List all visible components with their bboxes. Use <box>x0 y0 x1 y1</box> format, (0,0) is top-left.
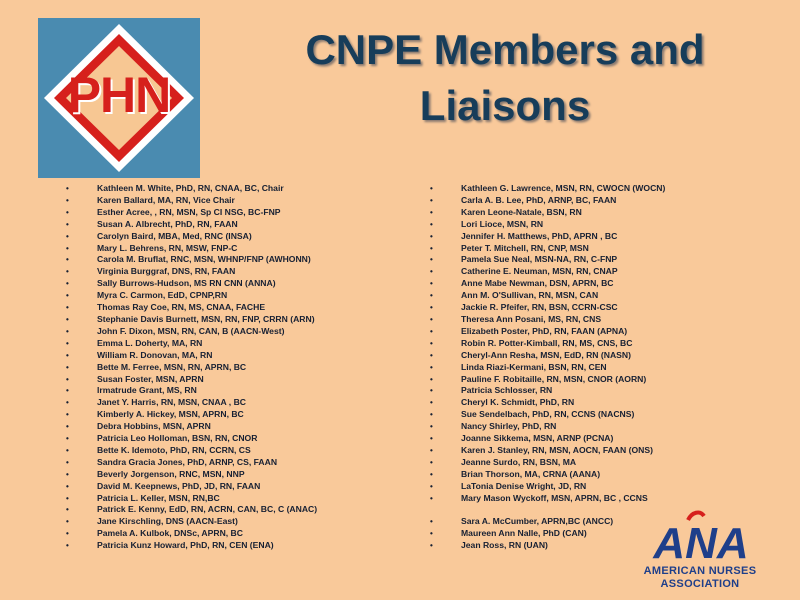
member-item: • Patrick E. Kenny, EdD, RN, ACRN, CAN, BC, C (ANAC) <box>66 504 366 516</box>
member-item: • Janet Y. Harris, RN, MSN, CNAA , BC <box>66 397 366 409</box>
member-item: • Emma L. Doherty, MA, RN <box>66 338 366 350</box>
member-item: • Patricia Kunz Howard, PhD, RN, CEN (ENA) <box>66 540 366 552</box>
member-item: • Robin R. Potter-Kimball, RN, MS, CNS, BC <box>430 338 720 350</box>
member-item: • John F. Dixon, MSN, RN, CAN, B (AACN-West) <box>66 326 366 338</box>
member-item: • Kathleen G. Lawrence, MSN, RN, CWOCN (WOCN) <box>430 183 720 195</box>
member-item: • Debra Hobbins, MSN, APRN <box>66 421 366 433</box>
member-item: • Virginia Burggraf, DNS, RN, FAAN <box>66 266 366 278</box>
member-item: • Mary L. Behrens, RN, MSW, FNP-C <box>66 243 366 255</box>
member-item: • Elizabeth Poster, PhD, RN, FAAN (APNA) <box>430 326 720 338</box>
member-item: • Susan Foster, MSN, APRN <box>66 374 366 386</box>
member-item: • Karen J. Stanley, RN, MSN, AOCN, FAAN (ONS) <box>430 445 720 457</box>
member-item: • Pamela A. Kulbok, DNSc, APRN, BC <box>66 528 366 540</box>
ana-logo <box>612 506 788 596</box>
ana-line-2: ASSOCIATION <box>660 578 740 590</box>
member-item: • Susan A. Albrecht, PhD, RN, FAAN <box>66 219 366 231</box>
member-item: • Karen Leone-Natale, BSN, RN <box>430 207 720 219</box>
member-item: • Peter T. Mitchell, RN, CNP, MSN <box>430 243 720 255</box>
member-item: • Cheryl-Ann Resha, MSN, EdD, RN (NASN) <box>430 350 720 362</box>
logo-text: PHN <box>67 67 171 123</box>
member-item: • Carolyn Baird, MBA, Med, RNC (INSA) <box>66 231 366 243</box>
member-item: • Maureen Ann Nalle, PhD (CAN) <box>430 528 720 540</box>
member-item: • Patricia Leo Holloman, BSN, RN, CNOR <box>66 433 366 445</box>
member-item: • Jane Kirschling, DNS (AACN-East) <box>66 516 366 528</box>
member-item: • Jean Ross, RN (UAN) <box>430 540 720 552</box>
member-item: • Sandra Gracia Jones, PhD, ARNP, CS, FAAN <box>66 457 366 469</box>
member-item: • Carla A. B. Lee, PhD, ARNP, BC, FAAN <box>430 195 720 207</box>
member-item: • Pauline F. Robitaille, RN, MSN, CNOR (AORN) <box>430 374 720 386</box>
member-item: • Beverly Jorgenson, RNC, MSN, NNP <box>66 469 366 481</box>
member-item: • Patricia Schlosser, RN <box>430 385 720 397</box>
member-item: • Sue Sendelbach, PhD, RN, CCNS (NACNS) <box>430 409 720 421</box>
members-list-right <box>430 183 720 552</box>
member-item: • Patricia L. Keller, MSN, RN,BC <box>66 493 366 505</box>
member-item: • Jeanne Surdo, RN, BSN, MA <box>430 457 720 469</box>
member-item: • Brian Thorson, MA, CRNA (AANA) <box>430 469 720 481</box>
ana-line-1: AMERICAN NURSES <box>643 565 757 577</box>
member-item: • Lori Lioce, MSN, RN <box>430 219 720 231</box>
member-item: • Theresa Ann Posani, MS, RN, CNS <box>430 314 720 326</box>
member-item: • Kimberly A. Hickey, MSN, APRN, BC <box>66 409 366 421</box>
member-item: • Joanne Sikkema, MSN, ARNP (PCNA) <box>430 433 720 445</box>
member-item: • Nancy Shirley, PhD, RN <box>430 421 720 433</box>
member-item: • Ann M. O'Sullivan, RN, MSN, CAN <box>430 290 720 302</box>
member-item: • Catherine E. Neuman, MSN, RN, CNAP <box>430 266 720 278</box>
member-item: • Carola M. Bruflat, RNC, MSN, WHNP/FNP (AWHONN) <box>66 254 366 266</box>
member-item: • Anne Mabe Newman, DSN, APRN, BC <box>430 278 720 290</box>
member-item: • Stephanie Davis Burnett, MSN, RN, FNP, CRRN (ARN) <box>66 314 366 326</box>
phn-logo <box>38 18 200 178</box>
member-item: • Kathleen M. White, PhD, RN, CNAA, BC, Chair <box>66 183 366 195</box>
member-item: • Irmatrude Grant, MS, RN <box>66 385 366 397</box>
member-item: • Karen Ballard, MA, RN, Vice Chair <box>66 195 366 207</box>
member-item: • Jackie R. Pfeifer, RN, BSN, CCRN-CSC <box>430 302 720 314</box>
member-item: • Linda Riazi-Kermani, BSN, RN, CEN <box>430 362 720 374</box>
member-item: • William R. Donovan, MA, RN <box>66 350 366 362</box>
member-item: • David M. Keepnews, PhD, JD, RN, FAAN <box>66 481 366 493</box>
member-item: • Sally Burrows-Hudson, MS RN CNN (ANNA) <box>66 278 366 290</box>
ana-mark-icon <box>626 506 776 562</box>
member-item: • Myra C. Carmon, EdD, CPNP,RN <box>66 290 366 302</box>
member-item: • Jennifer H. Matthews, PhD, APRN , BC <box>430 231 720 243</box>
member-item: • Bette K. Idemoto, PhD, RN, CCRN, CS <box>66 445 366 457</box>
page-title: CNPE Members and Liaisons <box>305 26 705 129</box>
member-item: • Sara A. McCumber, APRN,BC (ANCC) <box>430 516 720 528</box>
member-item: • Bette M. Ferree, MSN, RN, APRN, BC <box>66 362 366 374</box>
member-item: • Thomas Ray Coe, RN, MS, CNAA, FACHE <box>66 302 366 314</box>
member-item: • Esther Acree, , RN, MSN, Sp CI NSG, BC-FNP <box>66 207 366 219</box>
member-item: • LaTonia Denise Wright, JD, RN <box>430 481 720 493</box>
member-item: • Mary Mason Wyckoff, MSN, APRN, BC , CCNS <box>430 493 720 505</box>
member-item: • Cheryl K. Schmidt, PhD, RN <box>430 397 720 409</box>
ana-mark-text: ANA <box>653 519 749 562</box>
members-list-left <box>66 183 366 552</box>
member-item: • Pamela Sue Neal, MSN-NA, RN, C-FNP <box>430 254 720 266</box>
